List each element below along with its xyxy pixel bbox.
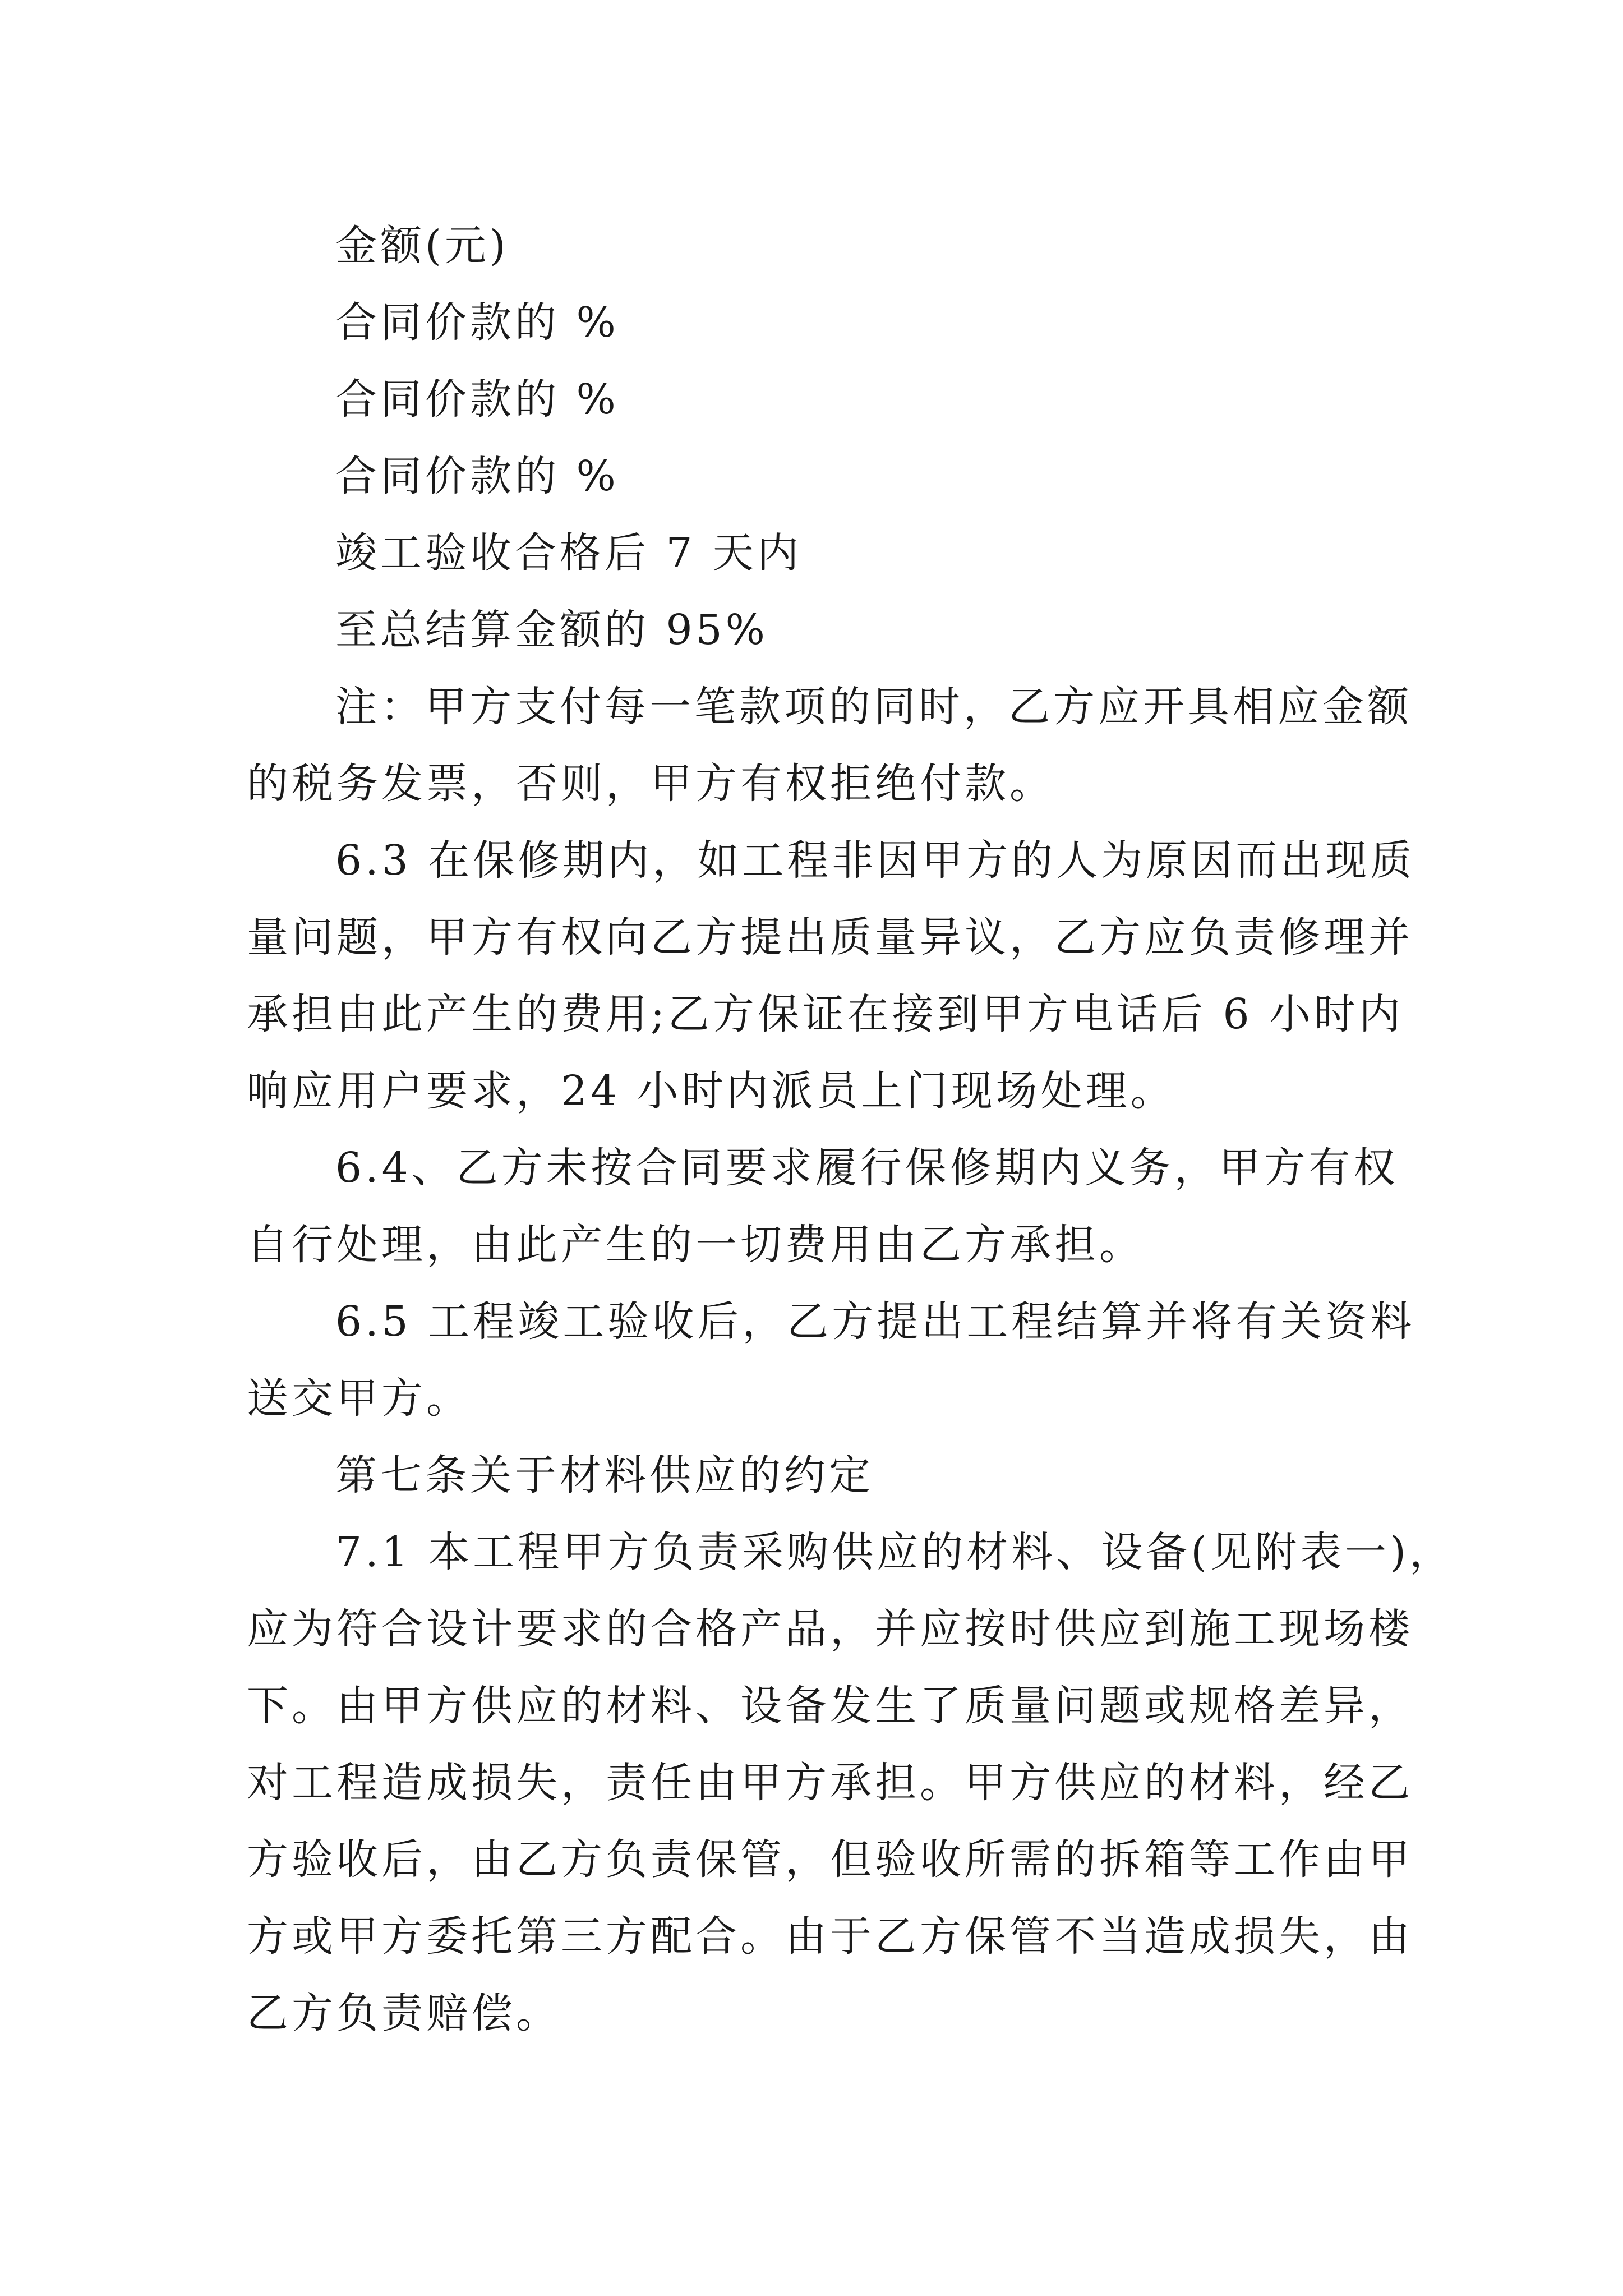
payment-item: 合同价款的 % — [335, 375, 619, 424]
clause-6-4-line: 自行处理，由此产生的一切费用由乙方承担。 — [247, 1221, 1144, 1269]
payment-item: 合同价款的 % — [335, 452, 619, 500]
clause-7-1-line: 7.1 本工程甲方负责采购供应的材料、设备(见附表一)， — [335, 1528, 1454, 1576]
clause-6-3-line: 量问题，甲方有权向乙方提出质量异议，乙方应负责修理并 — [247, 913, 1413, 961]
clause-6-5-line: 6.5 工程竣工验收后，乙方提出工程结算并将有关资料 — [335, 1297, 1415, 1346]
note-line: 的税务发票，否则，甲方有权拒绝付款。 — [247, 760, 1054, 808]
article-7-title: 第七条关于材料供应的约定 — [335, 1451, 874, 1499]
clause-6-5-line: 送交甲方。 — [247, 1374, 471, 1423]
payment-item: 合同价款的 % — [335, 298, 619, 347]
clause-7-1-line: 方或甲方委托第三方配合。由于乙方保管不当造成损失，由 — [247, 1912, 1413, 1961]
document-body — [247, 208, 1454, 2052]
clause-6-3-line: 承担由此产生的费用;乙方保证在接到甲方电话后 6 小时内 — [247, 990, 1404, 1038]
clause-7-1-line: 乙方负责赔偿。 — [247, 1989, 561, 2037]
payment-item: 竣工验收合格后 7 天内 — [335, 529, 803, 577]
clause-7-1-line: 应为符合设计要求的合格产品，并应按时供应到施工现场楼 — [247, 1605, 1413, 1653]
payment-item: 金额(元) — [335, 222, 509, 270]
clause-7-1-line: 方验收后，由乙方负责保管，但验收所需的拆箱等工作由甲 — [247, 1835, 1413, 1884]
clause-6-4-line: 6.4、乙方未按合同要求履行保修期内义务，甲方有权 — [335, 1144, 1399, 1192]
clause-6-3-line: 6.3 在保修期内，如工程非因甲方的人为原因而出现质 — [335, 836, 1415, 885]
payment-item: 至总结算金额的 95% — [335, 606, 768, 654]
clause-7-1-line: 下。由甲方供应的材料、设备发生了质量问题或规格差异， — [247, 1682, 1413, 1730]
note-line: 注：甲方支付每一笔款项的同时，乙方应开具相应金额 — [335, 683, 1412, 731]
clause-6-3-line: 响应用户要求，24 小时内派员上门现场处理。 — [247, 1067, 1175, 1115]
clause-7-1-line: 对工程造成损失，责任由甲方承担。甲方供应的材料，经乙 — [247, 1759, 1413, 1807]
